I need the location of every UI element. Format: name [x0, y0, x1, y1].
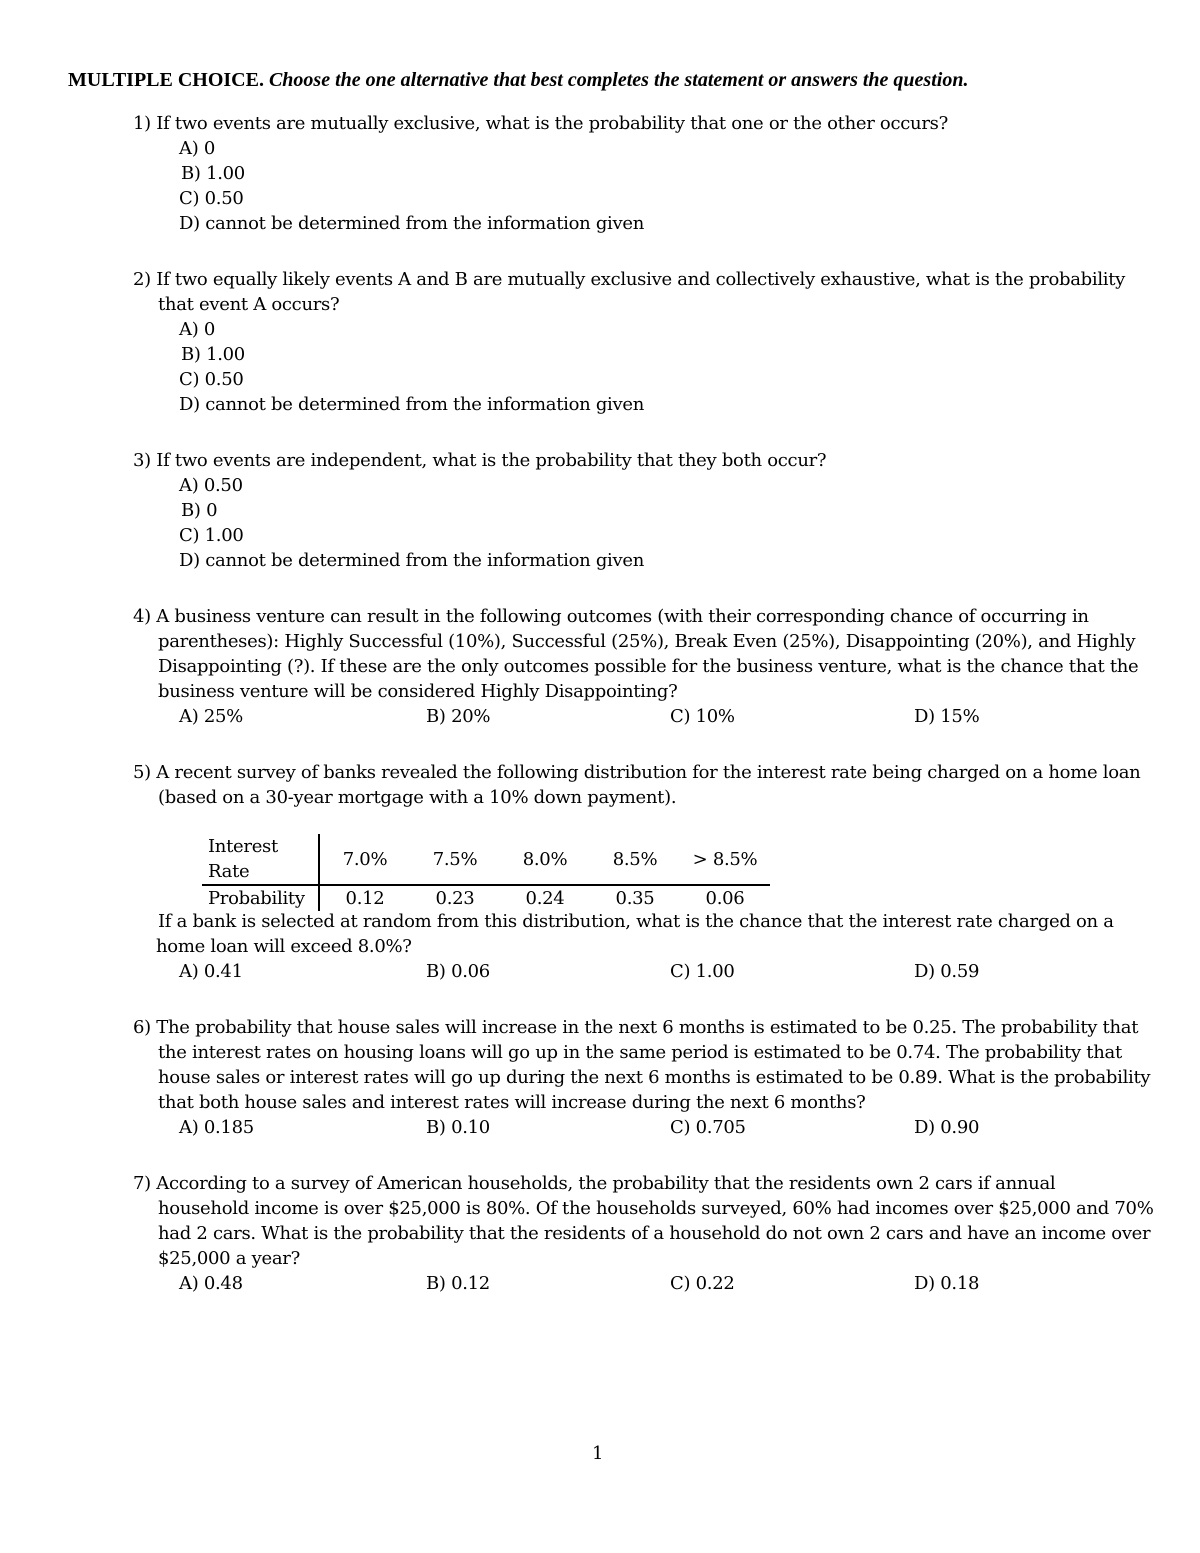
table-cell: 8.0%	[500, 834, 590, 885]
question-text-continued: Disappointing (?). If these are the only outcomes possible for the business venture, what is the chance that the	[158, 656, 1139, 677]
question-stem	[133, 1015, 1138, 1040]
question-text-continued: household income is over $25,000 is 80%. Of the households surveyed, 60% had incomes over $25,000 and 70%	[158, 1198, 1154, 1219]
question-number: 1)	[133, 113, 151, 134]
question-text: A business venture can result in the following outcomes (with their corresponding chance of occurring in	[156, 606, 1089, 627]
option-a[interactable]: A) 0	[179, 319, 215, 340]
option-b[interactable]: B) 0.06	[426, 961, 490, 982]
question-stem	[133, 267, 1125, 292]
question-text: According to a survey of American households, the probability that the residents own 2 cars if annual	[156, 1173, 1056, 1194]
table-cell: 0.06	[705, 888, 745, 909]
question-text: A recent survey of banks revealed the following distribution for the interest rate being charged on a home loan	[156, 762, 1141, 783]
table-row	[202, 885, 770, 911]
option-b[interactable]: B) 0	[181, 500, 218, 521]
row-header: Interest Rate	[202, 834, 319, 885]
interest-rate-table	[202, 834, 770, 911]
option-d[interactable]: D) 15%	[914, 706, 980, 727]
question-number: 5)	[133, 762, 151, 783]
table-cell: > 8.5%	[680, 834, 770, 885]
table-cell: 0.12	[345, 888, 385, 909]
option-d[interactable]: D) cannot be determined from the information given	[179, 213, 645, 234]
row-header: Probability	[202, 885, 319, 911]
question-number: 3)	[133, 450, 151, 471]
question-text-continued: $25,000 a year?	[158, 1248, 300, 1269]
option-a[interactable]: A) 0.41	[179, 961, 243, 982]
question-number: 4)	[133, 606, 151, 627]
question-text-continued: parentheses): Highly Successful (10%), Successful (25%), Break Even (25%), Disappointing (20%), and Highly	[158, 631, 1136, 652]
option-b[interactable]: B) 1.00	[181, 163, 245, 184]
question-text-continued: that both house sales and interest rates will increase during the next 6 months?	[158, 1092, 866, 1113]
option-c[interactable]: C) 0.705	[670, 1117, 746, 1138]
question-text-continued: the interest rates on housing loans will go up in the same period is estimated to be 0.74. The probability that	[158, 1042, 1122, 1063]
question-stem	[133, 448, 826, 473]
instruction-text: Choose the one alternative that best completes the statement or answers the question.	[268, 69, 969, 91]
question-text: The probability that house sales will increase in the next 6 months is estimated to be 0.25. The probability that	[156, 1017, 1139, 1038]
question-stem	[133, 604, 1089, 629]
option-d[interactable]: D) 0.18	[914, 1273, 980, 1294]
table-cell: 0.35	[615, 888, 655, 909]
table-cell: 0.23	[435, 888, 475, 909]
question-text-continued: home loan will exceed 8.0%?	[156, 936, 412, 957]
option-a[interactable]: A) 0	[179, 138, 215, 159]
question-text: If two events are mutually exclusive, what is the probability that one or the other occurs?	[156, 113, 948, 134]
section-label: MULTIPLE CHOICE.	[68, 69, 264, 91]
question-text-continued: (based on a 30-year mortgage with a 10% down payment).	[158, 787, 677, 808]
option-b[interactable]: B) 0.10	[426, 1117, 490, 1138]
option-c[interactable]: C) 0.50	[179, 369, 244, 390]
option-d[interactable]: D) cannot be determined from the information given	[179, 550, 645, 571]
option-a[interactable]: A) 0.50	[179, 475, 243, 496]
table-cell: 0.24	[525, 888, 565, 909]
question-text-continued: house sales or interest rates will go up during the next 6 months is estimated to be 0.89. What is the probability	[158, 1067, 1151, 1088]
table-cell: 7.5%	[410, 834, 500, 885]
option-c[interactable]: C) 1.00	[670, 961, 735, 982]
option-d[interactable]: D) cannot be determined from the information given	[179, 394, 645, 415]
option-b[interactable]: B) 20%	[426, 706, 491, 727]
option-a[interactable]: A) 0.185	[179, 1117, 254, 1138]
option-b[interactable]: B) 1.00	[181, 344, 245, 365]
option-c[interactable]: C) 0.50	[179, 188, 244, 209]
table-cell: 8.5%	[590, 834, 680, 885]
option-d[interactable]: D) 0.90	[914, 1117, 980, 1138]
option-c[interactable]: C) 10%	[670, 706, 735, 727]
option-a[interactable]: A) 0.48	[179, 1273, 243, 1294]
question-text-continued: had 2 cars. What is the probability that the residents of a household do not own 2 cars and have an income over	[158, 1223, 1151, 1244]
table-row	[202, 834, 770, 885]
option-c[interactable]: C) 1.00	[179, 525, 244, 546]
question-text: If two equally likely events A and B are mutually exclusive and collectively exhaustive, what is the probability	[156, 269, 1126, 290]
table-cell: 7.0%	[319, 834, 410, 885]
question-text: If two events are independent, what is the probability that they both occur?	[156, 450, 827, 471]
question-stem	[133, 1171, 1055, 1196]
question-text-continued: If a bank is selected at random from this distribution, what is the chance that the interest rate charged on a	[158, 911, 1114, 932]
question-stem	[133, 111, 948, 136]
question-number: 6)	[133, 1017, 151, 1038]
instructions-header	[68, 68, 968, 93]
question-stem	[133, 760, 1140, 785]
question-text-continued: that event A occurs?	[158, 294, 340, 315]
page-number: 1	[592, 1443, 604, 1464]
option-a[interactable]: A) 25%	[179, 706, 243, 727]
question-number: 7)	[133, 1173, 151, 1194]
option-c[interactable]: C) 0.22	[670, 1273, 735, 1294]
question-text-continued: business venture will be considered Highly Disappointing?	[158, 681, 678, 702]
question-number: 2)	[133, 269, 151, 290]
option-b[interactable]: B) 0.12	[426, 1273, 490, 1294]
option-d[interactable]: D) 0.59	[914, 961, 980, 982]
